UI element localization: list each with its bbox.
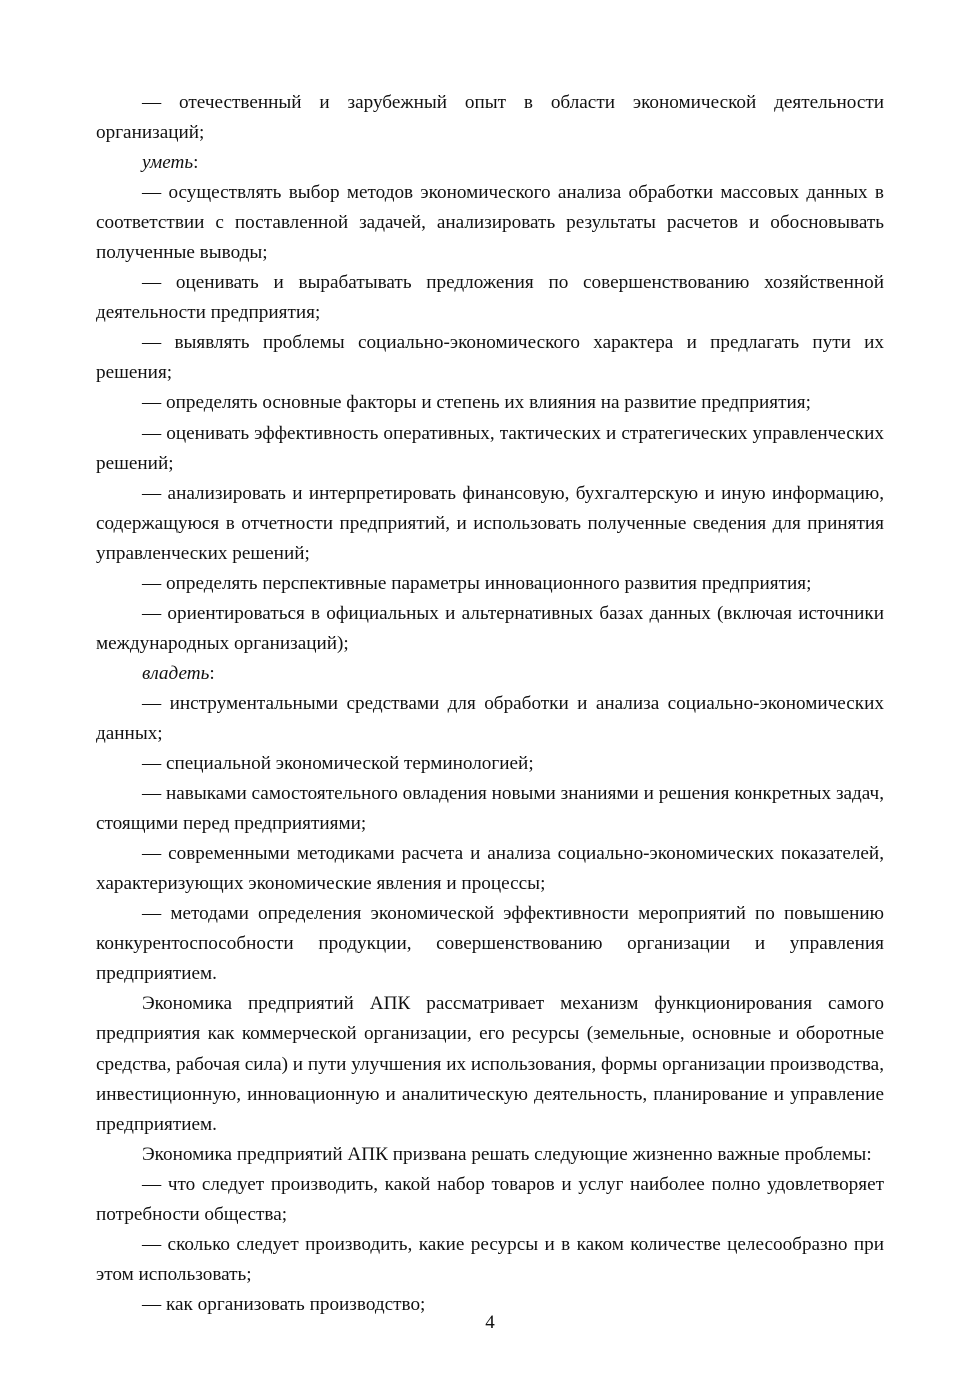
list-item: — ориентироваться в официальных и альтернативных базах данных (включая источники международных организаций);: [96, 602, 884, 654]
lead-in-punct: :: [193, 152, 199, 174]
list-item: — что следует производить, какой набор товаров и услуг наиболее полно удовлетворяет потребности общества;: [96, 1173, 884, 1225]
page-body: [96, 88, 884, 1320]
page-number: 4: [485, 1312, 495, 1333]
list-item: — инструментальными средствами для обработки и анализа социально-экономических данных;: [96, 692, 884, 744]
list-item: — как организовать производство;: [142, 1293, 426, 1315]
list-item: — отечественный и зарубежный опыт в области экономической деятельности организаций;: [96, 92, 884, 144]
list-item: — анализировать и интерпретировать финансовую, бухгалтерскую и иную информацию, содержащуюся в отчетности предприятий, и использовать полученные сведения для принятия управленческих решений;: [96, 482, 884, 564]
paragraph: Экономика предприятий АПК призвана решать следующие жизненно важные проблемы:: [142, 1143, 872, 1165]
list-lead-in: [96, 148, 884, 178]
list-item: — навыками самостоятельного овладения новыми знаниями и решения конкретных задач, стоящими перед предприятиями;: [96, 783, 884, 835]
list-item: — сколько следует производить, какие ресурсы и в каком количестве целесообразно при этом использовать;: [96, 1233, 884, 1285]
list-item: — определять перспективные параметры инновационного развития предприятия;: [142, 572, 812, 594]
lead-in-term: уметь: [142, 152, 194, 174]
list-item: — специальной экономической терминологией;: [142, 753, 534, 775]
list-item: — оценивать эффективность оперативных, тактических и стратегических управленческих решений;: [96, 422, 884, 474]
lead-in-term: владеть: [142, 662, 210, 684]
list-item: — методами определения экономической эффективности мероприятий по повышению конкурентоспособности продукции, совершенствованию организации и управления предприятием.: [96, 903, 884, 985]
list-item: — современными методиками расчета и анализа социально-экономических показателей, характеризующих экономические явления и процессы;: [96, 843, 884, 895]
list-lead-in: [96, 659, 884, 689]
list-item: — осуществлять выбор методов экономического анализа обработки массовых данных в соответствии с поставленной задачей, анализировать результаты расчетов и обосновывать полученные выводы;: [96, 182, 884, 264]
lead-in-punct: :: [209, 662, 215, 684]
list-item: — выявлять проблемы социально-экономического характера и предлагать пути их решения;: [96, 332, 884, 384]
list-item: — определять основные факторы и степень их влияния на развитие предприятия;: [142, 392, 811, 414]
paragraph: Экономика предприятий АПК рассматривает механизм функционирования самого предприятия как коммерческой организации, его ресурсы (земельные, основные и оборотные средства, рабочая сила) и пути улучшения их использования, формы организации производства, инвестиционную, инновационную и аналитическую деятельность, планирование и управление предприятием.: [96, 993, 884, 1135]
list-item: — оценивать и вырабатывать предложения по совершенствованию хозяйственной деятельности предприятия;: [96, 272, 884, 324]
